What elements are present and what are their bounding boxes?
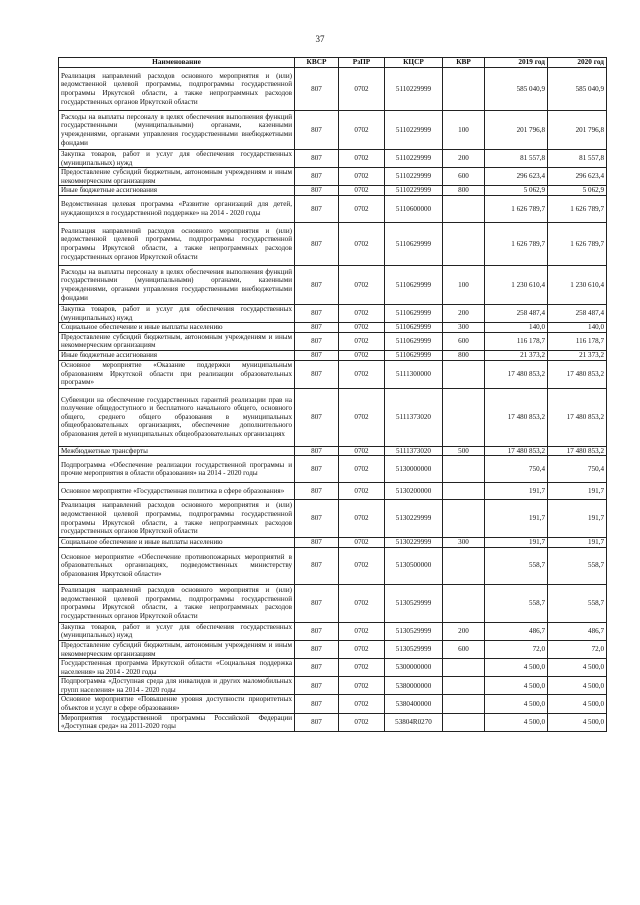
row-amount-2019: 1 230 610,4 <box>485 265 548 304</box>
row-amount-2020: 17 480 853,2 <box>548 388 607 446</box>
row-kvsr: 807 <box>295 388 339 446</box>
row-amount-2019: 21 373,2 <box>485 350 548 360</box>
row-kvsr: 807 <box>295 584 339 622</box>
row-kvr: 200 <box>443 304 485 322</box>
row-kvsr: 807 <box>295 68 339 111</box>
row-kvr <box>443 388 485 446</box>
row-kcsr: 5130229999 <box>385 500 443 538</box>
row-amount-2019: 140,0 <box>485 323 548 333</box>
row-amount-2020: 296 623,4 <box>548 168 607 186</box>
row-name: Ведомственная целевая программа «Развитие организаций для детей, нуждающихся в государственной поддержке» на 2014 - 2020 годы <box>59 195 295 222</box>
row-amount-2020: 191,7 <box>548 500 607 538</box>
row-kcsr: 5110229999 <box>385 68 443 111</box>
row-kvr <box>443 222 485 265</box>
row-kcsr: 5130529999 <box>385 640 443 658</box>
row-rzpr: 0702 <box>339 111 385 150</box>
row-kvsr: 807 <box>295 446 339 456</box>
row-rzpr: 0702 <box>339 68 385 111</box>
row-rzpr: 0702 <box>339 332 385 350</box>
row-amount-2019: 750,4 <box>485 456 548 483</box>
row-rzpr: 0702 <box>339 360 385 388</box>
table-row <box>59 584 607 622</box>
row-amount-2020: 4 500,0 <box>548 659 607 677</box>
table-row <box>59 456 607 483</box>
row-rzpr: 0702 <box>339 388 385 446</box>
row-amount-2020: 17 480 853,2 <box>548 360 607 388</box>
row-kcsr: 5110229999 <box>385 150 443 168</box>
row-kcsr: 5110629999 <box>385 332 443 350</box>
row-amount-2019: 191,7 <box>485 483 548 500</box>
row-amount-2020: 5 062,9 <box>548 186 607 196</box>
row-kcsr: 5130500000 <box>385 547 443 584</box>
row-kvsr: 807 <box>295 713 339 731</box>
row-kcsr: 5111300000 <box>385 360 443 388</box>
row-rzpr: 0702 <box>339 640 385 658</box>
row-amount-2019: 191,7 <box>485 538 548 548</box>
table-row <box>59 350 607 360</box>
table-row <box>59 68 607 111</box>
row-rzpr: 0702 <box>339 584 385 622</box>
row-kcsr: 5111373020 <box>385 446 443 456</box>
row-amount-2019: 5 062,9 <box>485 186 548 196</box>
row-kcsr: 53804R0270 <box>385 713 443 731</box>
row-kvr <box>443 713 485 731</box>
row-kvsr: 807 <box>295 547 339 584</box>
page-number: 37 <box>315 34 325 44</box>
table-row <box>59 446 607 456</box>
row-amount-2019: 17 480 853,2 <box>485 360 548 388</box>
row-kvsr: 807 <box>295 304 339 322</box>
row-kvsr: 807 <box>295 265 339 304</box>
row-amount-2019: 4 500,0 <box>485 677 548 695</box>
row-kcsr: 5111373020 <box>385 388 443 446</box>
row-rzpr: 0702 <box>339 323 385 333</box>
row-amount-2020: 191,7 <box>548 538 607 548</box>
row-name: Реализация направлений расходов основного мероприятия и (или) ведомственной целевой программы, подпрограммы государственной программы Иркутской области, а также непрограммных расходов государственных органов Иркутской области <box>59 584 295 622</box>
row-rzpr: 0702 <box>339 483 385 500</box>
row-name: Закупка товаров, работ и услуг для обеспечения государственных (муниципальных) нужд <box>59 150 295 168</box>
row-amount-2020: 4 500,0 <box>548 677 607 695</box>
row-kvr: 800 <box>443 350 485 360</box>
row-kvsr: 807 <box>295 538 339 548</box>
table-row <box>59 547 607 584</box>
row-amount-2020: 585 040,9 <box>548 68 607 111</box>
row-rzpr: 0702 <box>339 265 385 304</box>
row-amount-2019: 4 500,0 <box>485 659 548 677</box>
table-row <box>59 150 607 168</box>
row-amount-2020: 558,7 <box>548 547 607 584</box>
row-kcsr: 5380000000 <box>385 677 443 695</box>
row-kvr: 500 <box>443 446 485 456</box>
table-row <box>59 713 607 731</box>
table-row <box>59 168 607 186</box>
row-kvr: 600 <box>443 640 485 658</box>
table-row <box>59 186 607 196</box>
row-name: Расходы на выплаты персоналу в целях обеспечения выполнения функций государственными (муниципальными) органами, казенными учреждениями, органами управления государственными внебюджетными фондами <box>59 265 295 304</box>
header-name: Наименование <box>59 58 295 68</box>
table-row <box>59 360 607 388</box>
row-rzpr: 0702 <box>339 222 385 265</box>
row-amount-2020: 140,0 <box>548 323 607 333</box>
row-amount-2020: 258 487,4 <box>548 304 607 322</box>
row-kcsr: 5130529999 <box>385 622 443 640</box>
row-name: Подпрограмма «Обеспечение реализации государственной программы и прочие мероприятия в области образования» на 2014 - 2020 годы <box>59 456 295 483</box>
table-row <box>59 695 607 713</box>
row-kcsr: 5380400000 <box>385 695 443 713</box>
row-kvr: 600 <box>443 168 485 186</box>
row-kcsr: 5130229999 <box>385 538 443 548</box>
row-kvr: 300 <box>443 538 485 548</box>
row-kvsr: 807 <box>295 150 339 168</box>
table-row <box>59 388 607 446</box>
table-row <box>59 538 607 548</box>
row-amount-2020: 558,7 <box>548 584 607 622</box>
row-kvsr: 807 <box>295 677 339 695</box>
row-kcsr: 5130529999 <box>385 584 443 622</box>
row-kcsr: 5110629999 <box>385 304 443 322</box>
row-rzpr: 0702 <box>339 186 385 196</box>
row-kvr <box>443 360 485 388</box>
row-kvr: 100 <box>443 265 485 304</box>
row-name: Иные бюджетные ассигнования <box>59 186 295 196</box>
header-kvr: КВР <box>443 58 485 68</box>
row-amount-2019: 585 040,9 <box>485 68 548 111</box>
row-kvr <box>443 584 485 622</box>
row-name: Предоставление субсидий бюджетным, автономным учреждениям и иным некоммерческим организациям <box>59 332 295 350</box>
row-amount-2019: 4 500,0 <box>485 713 548 731</box>
row-amount-2019: 116 178,7 <box>485 332 548 350</box>
row-kvsr: 807 <box>295 695 339 713</box>
row-kvsr: 807 <box>295 323 339 333</box>
row-name: Закупка товаров, работ и услуг для обеспечения государственных (муниципальных) нужд <box>59 304 295 322</box>
row-name: Предоставление субсидий бюджетным, автономным учреждениям и иным некоммерческим организациям <box>59 640 295 658</box>
row-kvsr: 807 <box>295 622 339 640</box>
row-name: Расходы на выплаты персоналу в целях обеспечения выполнения функций государственными (муниципальными) органами, казенными учреждениями, органами управления государственными внебюджетными фондами <box>59 111 295 150</box>
row-amount-2019: 1 626 789,7 <box>485 195 548 222</box>
row-name: Реализация направлений расходов основного мероприятия и (или) ведомственной целевой программы, подпрограммы государственной программы Иркутской области, а также непрограммных расходов государственных органов Иркутской области <box>59 68 295 111</box>
row-kcsr: 5130000000 <box>385 456 443 483</box>
row-amount-2019: 191,7 <box>485 500 548 538</box>
row-amount-2020: 81 557,8 <box>548 150 607 168</box>
row-kvr: 600 <box>443 332 485 350</box>
row-amount-2020: 201 796,8 <box>548 111 607 150</box>
row-kcsr: 5110629999 <box>385 222 443 265</box>
header-kvsr: КВСР <box>295 58 339 68</box>
row-amount-2019: 72,0 <box>485 640 548 658</box>
row-kcsr: 5110229999 <box>385 168 443 186</box>
header-2020: 2020 год <box>548 58 607 68</box>
row-amount-2020: 1 626 789,7 <box>548 222 607 265</box>
row-amount-2020: 116 178,7 <box>548 332 607 350</box>
row-amount-2019: 4 500,0 <box>485 695 548 713</box>
row-kvr: 200 <box>443 150 485 168</box>
table-row <box>59 332 607 350</box>
row-rzpr: 0702 <box>339 150 385 168</box>
row-kvsr: 807 <box>295 332 339 350</box>
row-amount-2020: 72,0 <box>548 640 607 658</box>
row-kvsr: 807 <box>295 195 339 222</box>
row-name: Субвенции на обеспечение государственных гарантий реализации прав на получение общедоступного и бесплатного начального общего, основного общего, среднего общего образования в муниципальных общеобразовательных организациях, обеспечение дополнительного образования детей в муниципальных общеобразовательных организациях <box>59 388 295 446</box>
row-rzpr: 0702 <box>339 446 385 456</box>
row-name: Предоставление субсидий бюджетным, автономным учреждениям и иным некоммерческим организациям <box>59 168 295 186</box>
row-kvr <box>443 68 485 111</box>
row-name: Основное мероприятие «Обеспечение противопожарных мероприятий в образовательных организациях, подведомственных министерству образования Иркутской области» <box>59 547 295 584</box>
row-kvsr: 807 <box>295 500 339 538</box>
row-rzpr: 0702 <box>339 622 385 640</box>
row-kvr <box>443 195 485 222</box>
row-kvr <box>443 456 485 483</box>
row-name: Социальное обеспечение и иные выплаты населению <box>59 323 295 333</box>
row-kvr: 800 <box>443 186 485 196</box>
row-kcsr: 5110600000 <box>385 195 443 222</box>
table-row <box>59 659 607 677</box>
row-kvr <box>443 695 485 713</box>
table-row <box>59 677 607 695</box>
row-rzpr: 0702 <box>339 304 385 322</box>
row-amount-2019: 258 487,4 <box>485 304 548 322</box>
row-rzpr: 0702 <box>339 659 385 677</box>
row-kvr <box>443 659 485 677</box>
header-kcsr: КЦСР <box>385 58 443 68</box>
row-amount-2020: 1 230 610,4 <box>548 265 607 304</box>
row-kcsr: 5110629999 <box>385 265 443 304</box>
row-kvsr: 807 <box>295 640 339 658</box>
row-name: Подпрограмма «Доступная среда для инвалидов и других маломобильных групп населения» на 2014 - 2020 годы <box>59 677 295 695</box>
row-name: Реализация направлений расходов основного мероприятия и (или) ведомственной целевой программы, подпрограммы государственной программы Иркутской области, а также непрограммных расходов государственных органов Иркутской области <box>59 500 295 538</box>
row-rzpr: 0702 <box>339 547 385 584</box>
row-kcsr: 5110229999 <box>385 186 443 196</box>
table-header-row <box>59 58 607 68</box>
row-kvsr: 807 <box>295 222 339 265</box>
row-amount-2019: 81 557,8 <box>485 150 548 168</box>
row-kvsr: 807 <box>295 659 339 677</box>
row-kvsr: 807 <box>295 111 339 150</box>
row-rzpr: 0702 <box>339 538 385 548</box>
row-amount-2019: 296 623,4 <box>485 168 548 186</box>
row-kvr <box>443 483 485 500</box>
row-kvsr: 807 <box>295 360 339 388</box>
row-amount-2020: 4 500,0 <box>548 695 607 713</box>
row-rzpr: 0702 <box>339 695 385 713</box>
table-row <box>59 640 607 658</box>
row-name: Закупка товаров, работ и услуг для обеспечения государственных (муниципальных) нужд <box>59 622 295 640</box>
row-amount-2019: 1 626 789,7 <box>485 222 548 265</box>
row-kvr <box>443 677 485 695</box>
row-kcsr: 5130200000 <box>385 483 443 500</box>
row-name: Основное мероприятие «Повышение уровня доступности приоритетных объектов и услуг в сфере образования» <box>59 695 295 713</box>
row-amount-2019: 17 480 853,2 <box>485 446 548 456</box>
table-row <box>59 304 607 322</box>
table-row <box>59 483 607 500</box>
row-amount-2020: 486,7 <box>548 622 607 640</box>
row-rzpr: 0702 <box>339 713 385 731</box>
table-row <box>59 622 607 640</box>
row-kvsr: 807 <box>295 456 339 483</box>
row-kvsr: 807 <box>295 168 339 186</box>
row-kcsr: 5110629999 <box>385 323 443 333</box>
row-kvr: 100 <box>443 111 485 150</box>
row-amount-2020: 1 626 789,7 <box>548 195 607 222</box>
row-kvsr: 807 <box>295 186 339 196</box>
row-kcsr: 5300000000 <box>385 659 443 677</box>
row-name: Социальное обеспечение и иные выплаты населению <box>59 538 295 548</box>
row-amount-2019: 558,7 <box>485 547 548 584</box>
row-amount-2020: 191,7 <box>548 483 607 500</box>
row-amount-2020: 4 500,0 <box>548 713 607 731</box>
table-row <box>59 111 607 150</box>
row-rzpr: 0702 <box>339 677 385 695</box>
row-amount-2019: 201 796,8 <box>485 111 548 150</box>
row-name: Мероприятия государственной программы Российской Федерации «Доступная среда» на 2011-2020 годы <box>59 713 295 731</box>
header-2019: 2019 год <box>485 58 548 68</box>
row-name: Основное мероприятие «Оказание поддержки муниципальным образованиям Иркутской области при реализации образовательных программ» <box>59 360 295 388</box>
row-kvsr: 807 <box>295 483 339 500</box>
row-kvr <box>443 500 485 538</box>
row-name: Реализация направлений расходов основного мероприятия и (или) ведомственной целевой программы, подпрограммы государственной программы Иркутской области, а также непрограммных расходов государственных органов Иркутской области <box>59 222 295 265</box>
row-rzpr: 0702 <box>339 195 385 222</box>
row-name: Государственная программа Иркутской области «Социальная поддержка населения» на 2014 - 2020 годы <box>59 659 295 677</box>
row-amount-2019: 17 480 853,2 <box>485 388 548 446</box>
row-kcsr: 5110229999 <box>385 111 443 150</box>
row-amount-2020: 17 480 853,2 <box>548 446 607 456</box>
row-kcsr: 5110629999 <box>385 350 443 360</box>
budget-table <box>58 57 607 732</box>
row-kvr <box>443 547 485 584</box>
row-name: Иные бюджетные ассигнования <box>59 350 295 360</box>
row-rzpr: 0702 <box>339 168 385 186</box>
table-row <box>59 222 607 265</box>
row-name: Межбюджетные трансферты <box>59 446 295 456</box>
table-row <box>59 500 607 538</box>
row-rzpr: 0702 <box>339 500 385 538</box>
row-kvr: 200 <box>443 622 485 640</box>
row-rzpr: 0702 <box>339 456 385 483</box>
row-amount-2020: 750,4 <box>548 456 607 483</box>
row-amount-2019: 486,7 <box>485 622 548 640</box>
row-name: Основное мероприятие «Государственная политика в сфере образования» <box>59 483 295 500</box>
row-amount-2019: 558,7 <box>485 584 548 622</box>
row-rzpr: 0702 <box>339 350 385 360</box>
row-amount-2020: 21 373,2 <box>548 350 607 360</box>
header-rzpr: РзПР <box>339 58 385 68</box>
table-row <box>59 323 607 333</box>
table-row <box>59 265 607 304</box>
table-row <box>59 195 607 222</box>
row-kvr: 300 <box>443 323 485 333</box>
row-kvsr: 807 <box>295 350 339 360</box>
